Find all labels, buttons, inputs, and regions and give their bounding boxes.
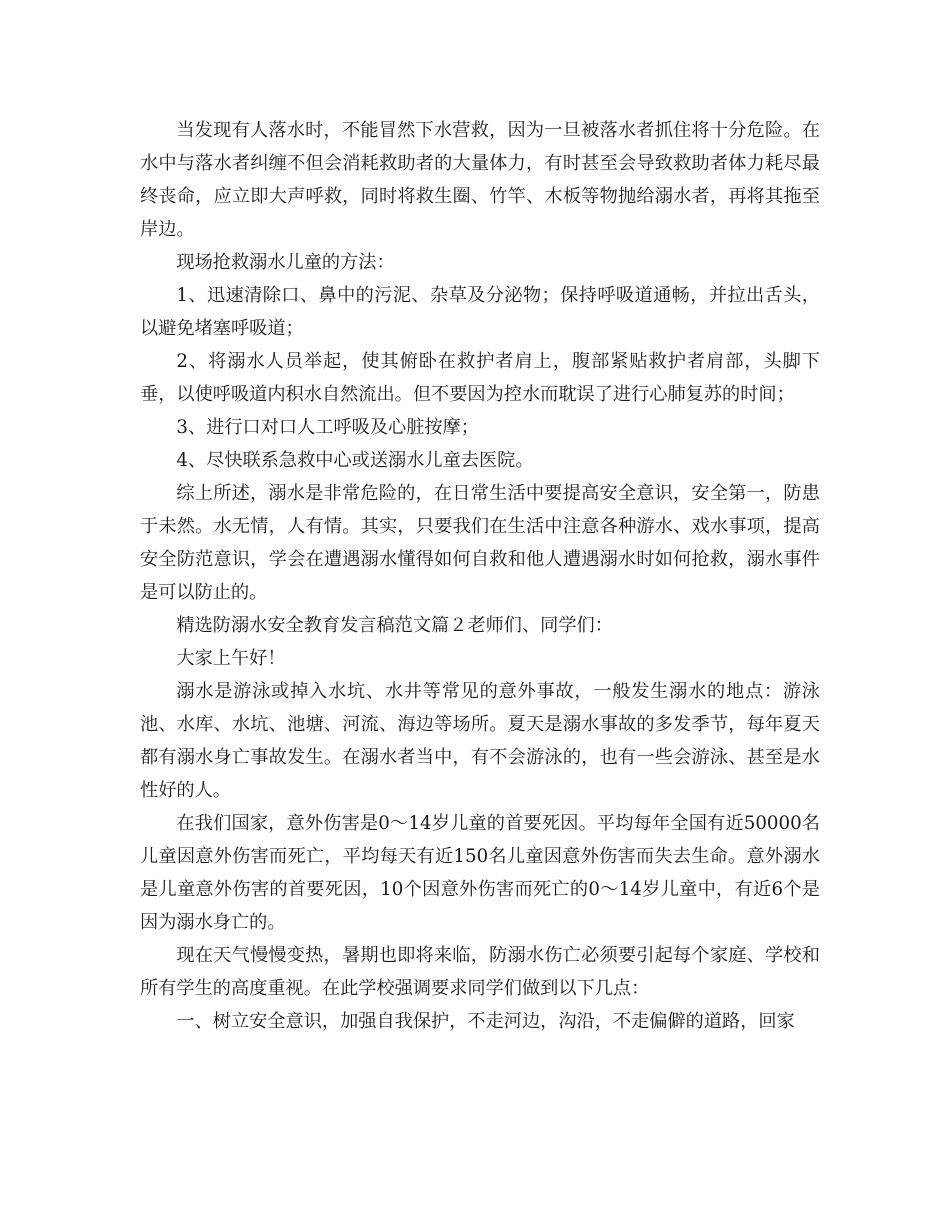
paragraph-step-3: 3、进行口对口人工呼吸及心脏按摩； [176, 417, 479, 438]
paragraph-statistics: 在我们国家，意外伤害是0～14岁儿童的首要死因。平均每年全国有近50000名儿童因意外伤害而死亡，平均每天有近150名儿童因意外伤害而失去生命。意外溺水是儿童意外伤害的首要死因，10个因意外伤害而死亡的0～14岁儿童中，有近6个是因为溺水身亡的。 [140, 813, 820, 933]
paragraph-step-1: 1、迅速清除口、鼻中的污泥、杂草及分泌物；保持呼吸道通畅，并拉出舌头，以避免堵塞呼吸道； [140, 285, 820, 339]
paragraph-step-2: 2、将溺水人员举起，使其俯卧在救护者肩上，腹部紧贴救护者肩部，头脚下垂，以使呼吸道内积水自然流出。但不要因为控水而耽误了进行心肺复苏的时间； [140, 351, 820, 405]
document-page [140, 114, 820, 1038]
paragraph-summary: 综上所述，溺水是非常危险的，在日常生活中要提高安全意识，安全第一，防患于未然。水无情，人有情。其实，只要我们在生活中注意各种游水、戏水事项，提高安全防范意识，学会在遭遇溺水懂得如何自救和他人遭遇溺水时如何抢救，溺水事件是可以防止的。 [140, 483, 820, 603]
paragraph-point-1: 一、树立安全意识，加强自我保护，不走河边，沟沿，不走偏僻的道路，回家 [176, 1011, 795, 1032]
paragraph-drowning-intro: 溺水是游泳或掉入水坑、水井等常见的意外事故，一般发生溺水的地点：游泳池、水库、水坑、池塘、河流、海边等场所。夏天是溺水事故的多发季节，每年夏天都有溺水身亡事故发生。在溺水者当中，有不会游泳的，也有一些会游泳、甚至是水性好的人。 [140, 681, 820, 801]
paragraph-methods-heading: 现场抢救溺水儿童的方法： [176, 252, 395, 273]
paragraph-summer-warning: 现在天气慢慢变热，暑期也即将来临，防溺水伤亡必须要引起每个家庭、学校和所有学生的高度重视。在此学校强调要求同学们做到以下几点： [140, 945, 820, 999]
paragraph-speech-title: 精选防溺水安全教育发言稿范文篇２老师们、同学们： [176, 615, 613, 636]
paragraph-step-4: 4、尽快联系急救中心或送溺水儿童去医院。 [176, 450, 534, 471]
paragraph-greeting: 大家上午好！ [176, 648, 286, 669]
paragraph-rescue-warning: 当发现有人落水时，不能冒然下水营救，因为一旦被落水者抓住将十分危险。在水中与落水者纠缠不但会消耗救助者的大量体力，有时甚至会导致救助者体力耗尽最终丧命，应立即大声呼救，同时将救生圈、竹竿、木板等物抛给溺水者，再将其拖至岸边。 [140, 120, 820, 240]
